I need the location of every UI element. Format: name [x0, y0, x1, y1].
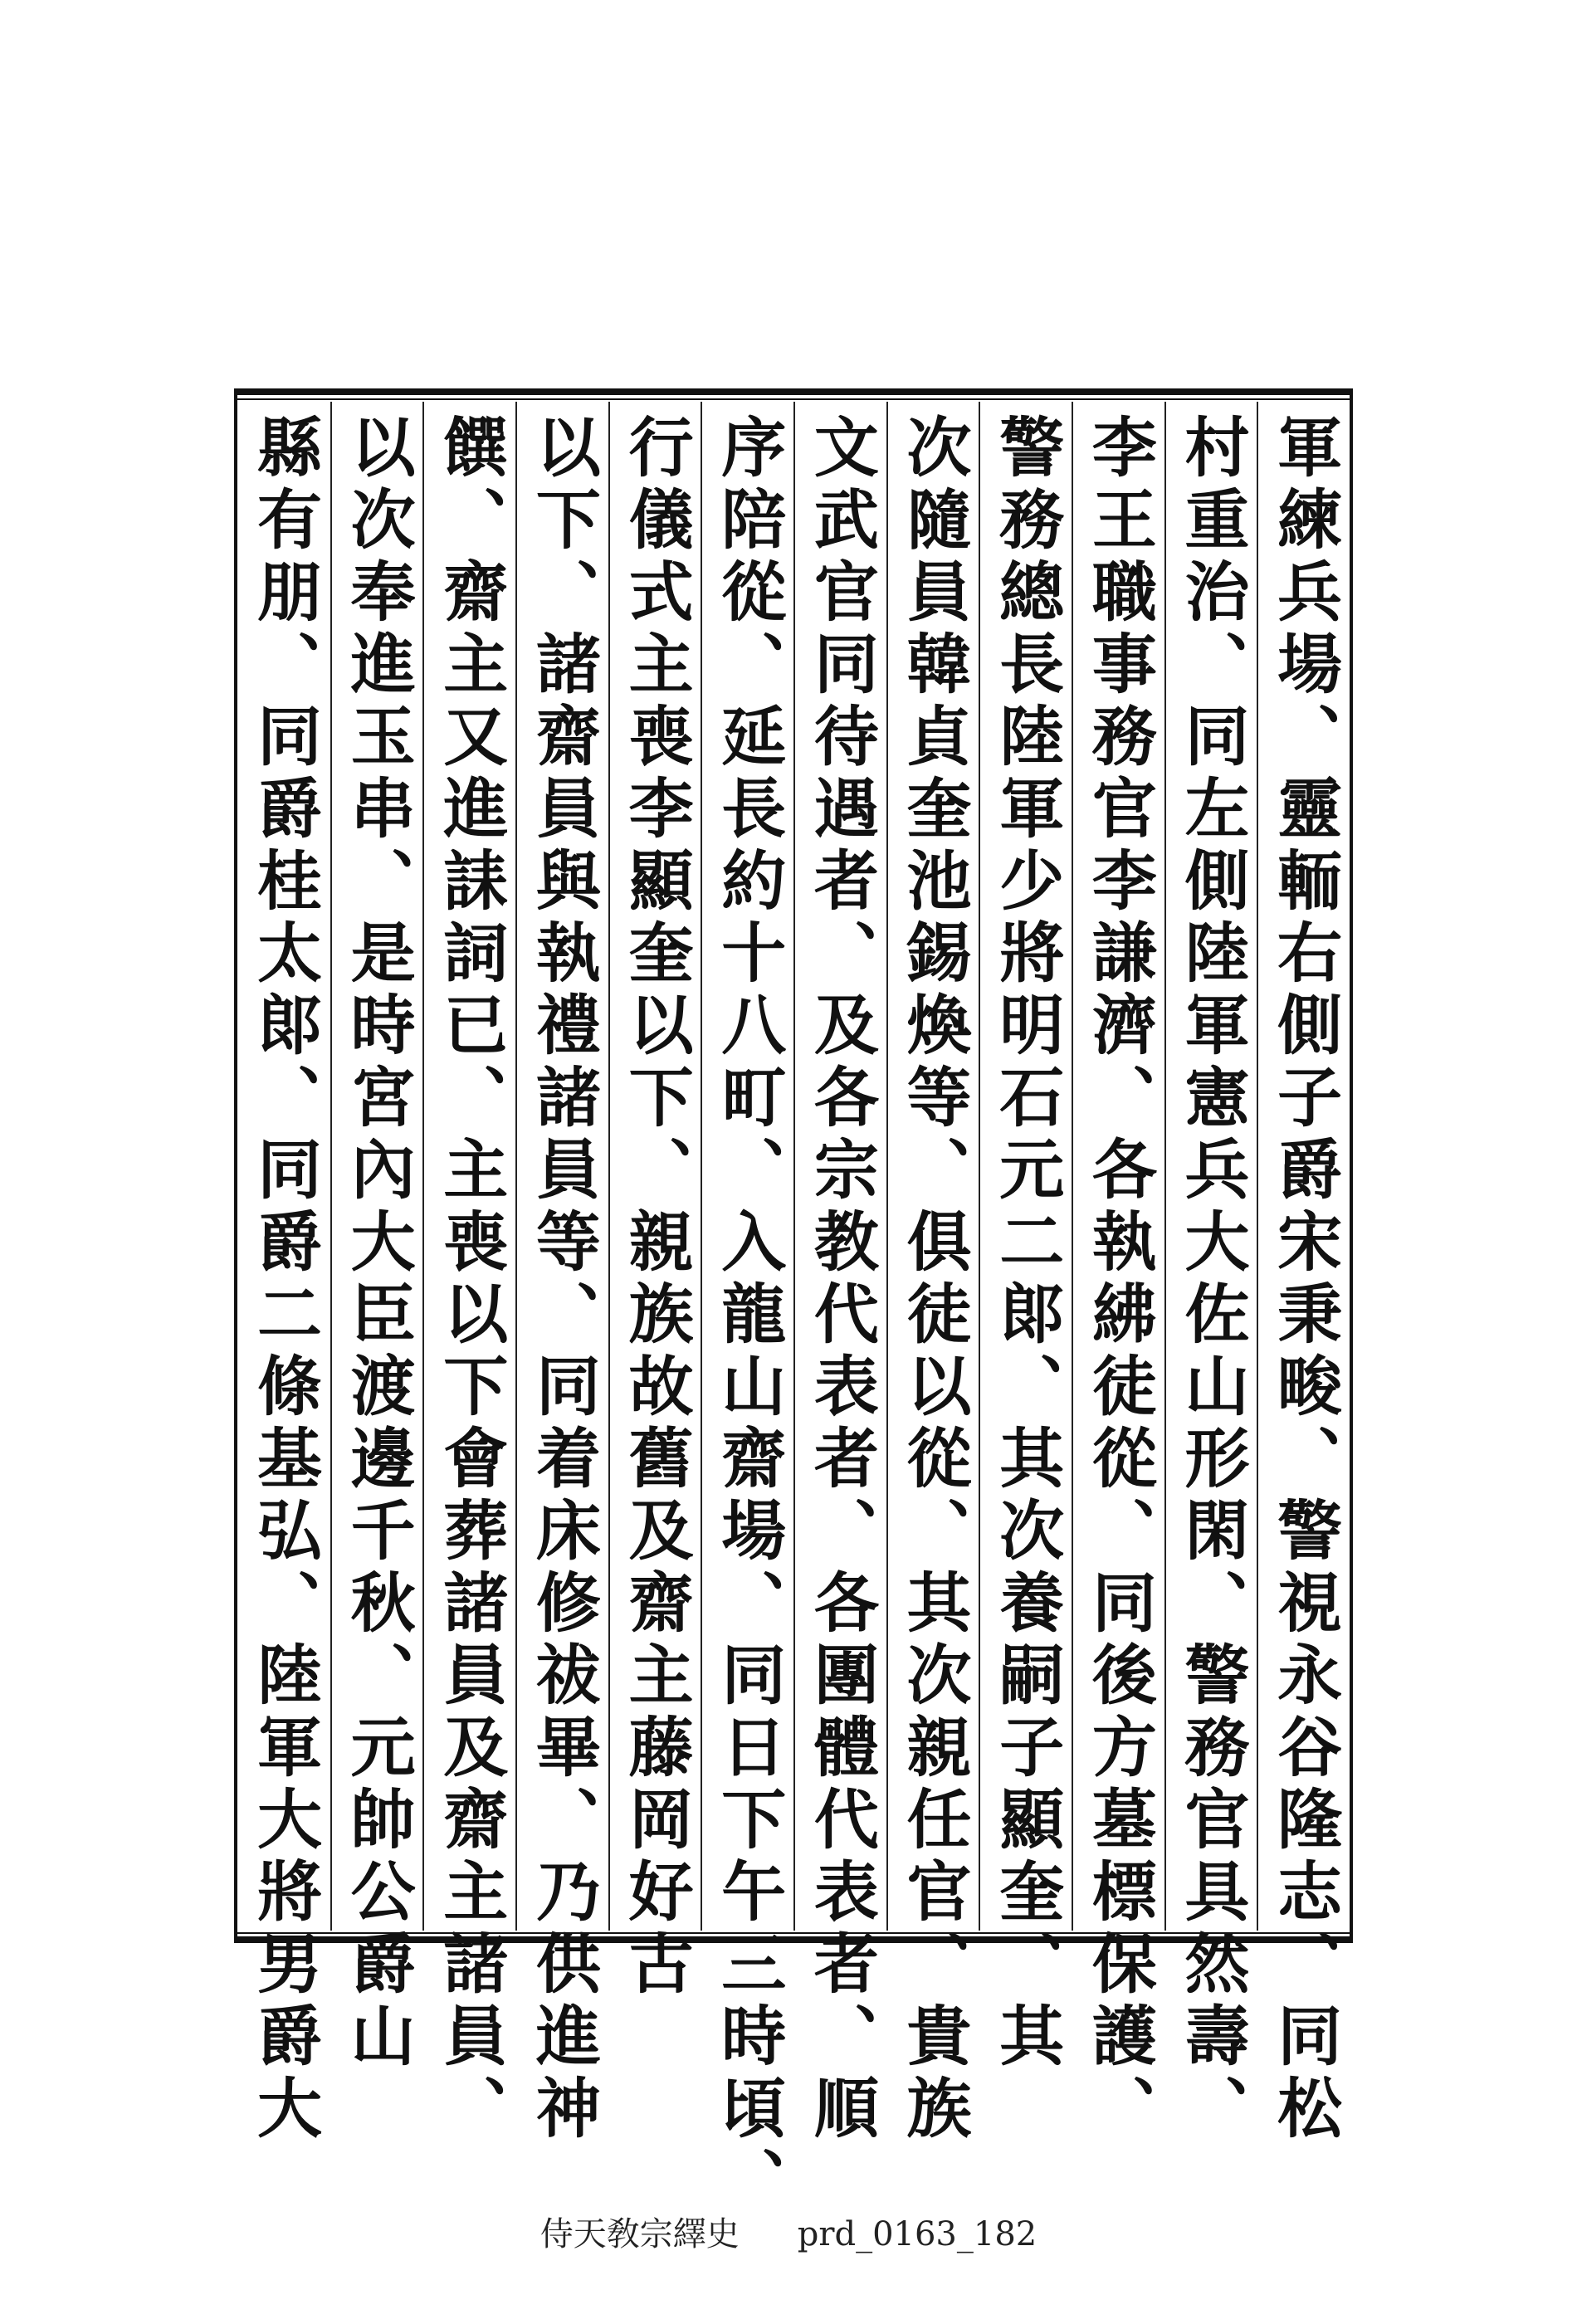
column-text: 縣有朋、同爵桂太郞、同爵二條基弘、陸軍大將男爵大 [246, 413, 322, 2146]
column-text: 饌、齋主又進誄詞已、主喪以下會葬諸員及齋主諸員、 [432, 413, 509, 2146]
column-text: 村重治、同左側陸軍憲兵大佐山形閑、警務官具然壽、 [1174, 413, 1250, 2146]
column-text: 軍練兵場、靈輀右側子爵宋秉畯、警視永谷隆志、同松 [1267, 413, 1343, 2146]
column-text: 行儀式主喪李顯奎以下、親族故舊及齋主藤岡好古 [618, 413, 694, 2002]
text-column-11 [330, 402, 423, 2074]
text-column-6 [793, 402, 886, 2146]
column-text: 文武官同待遇者、及各宗教代表者、各團體代表者、順 [803, 413, 879, 2146]
text-column-12 [237, 402, 330, 2146]
page-footer [0, 2208, 1577, 2255]
column-text: 李王職事務官李謙濟、各執紼徒從、同後方墓標保護、 [1081, 413, 1157, 2146]
column-text: 以次奉進玉串、是時宮內大臣渡邊千秋、元帥公爵山 [339, 413, 416, 2074]
page-identifier: prd_0163_182 [797, 2215, 1038, 2253]
column-text: 以下、諸齋員與執禮諸員等、同着床修祓畢、乃供進神 [525, 413, 601, 2146]
text-column-2 [1164, 402, 1257, 2146]
text-column-4 [979, 402, 1072, 2074]
column-text: 警務總長陸軍少將明石元二郞、其次養嗣子顯奎、其 [989, 413, 1065, 2074]
column-text: 次隨員韓貞奎池錫煥等、俱徒以從、其次親任官、貴族 [896, 413, 972, 2146]
text-column-8 [608, 402, 701, 2002]
column-text: 序陪從、延長約十八町、入龍山齋場、同日下午三時頃、 [710, 413, 787, 2219]
frame-inner-top-rule [234, 398, 1353, 400]
book-title: 侍天敎宗繹史 [540, 2215, 740, 2253]
text-columns [237, 402, 1350, 2219]
text-column-7 [701, 402, 793, 2219]
text-column-3 [1072, 402, 1164, 2146]
text-column-9 [515, 402, 608, 2146]
text-column-5 [886, 402, 979, 2146]
text-column-1 [1257, 402, 1350, 2146]
text-column-10 [422, 402, 515, 2146]
